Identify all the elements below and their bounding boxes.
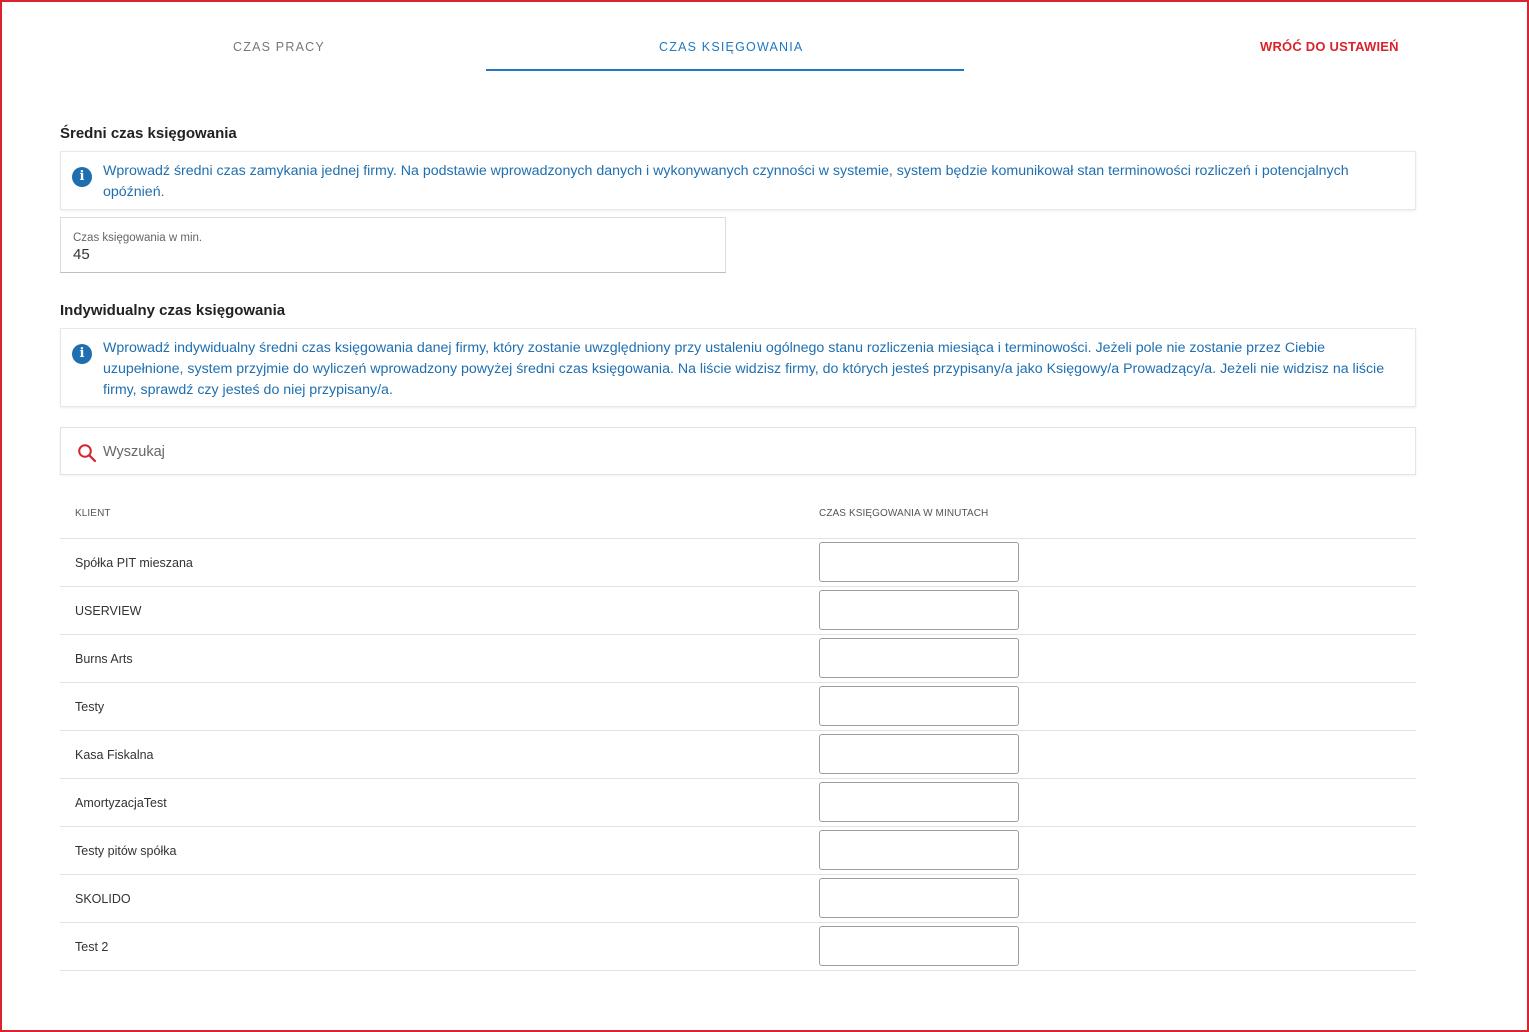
individual-section-title: Indywidualny czas księgowania — [60, 302, 286, 319]
client-name: AmortyzacjaTest — [75, 796, 167, 810]
booking-time-input[interactable] — [819, 830, 1019, 870]
average-section-title: Średni czas księgowania — [60, 125, 237, 142]
table-row — [60, 923, 1416, 971]
average-info-box — [60, 151, 1416, 210]
table-row — [60, 635, 1416, 683]
active-tab-indicator — [486, 69, 964, 71]
tab-bar — [60, 2, 1416, 74]
table-row — [60, 731, 1416, 779]
booking-time-input[interactable] — [819, 782, 1019, 822]
client-name: SKOLIDO — [75, 892, 131, 906]
client-name: Testy pitów spółka — [75, 844, 177, 858]
table-row — [60, 827, 1416, 875]
client-name: Kasa Fiskalna — [75, 748, 154, 762]
booking-time-input[interactable] — [819, 926, 1019, 966]
booking-time-input[interactable] — [819, 734, 1019, 774]
booking-time-input[interactable] — [819, 638, 1019, 678]
booking-time-input[interactable] — [819, 686, 1019, 726]
tab-work-time[interactable]: CZAS PRACY — [233, 40, 325, 54]
back-to-settings-link[interactable]: WRÓĆ DO USTAWIEŃ — [1260, 39, 1399, 54]
client-name: Spółka PIT mieszana — [75, 556, 193, 570]
booking-time-input[interactable] — [819, 542, 1019, 582]
individual-info-text: Wprowadź indywidualny średni czas księgowania danej firmy, który zostanie uwzględniony przy ustaleniu ogólnego stanu rozliczenia miesiąca i terminowości. Jeżeli pole nie zostanie przez Ciebie uzupełnione, system przyjmie do wyliczeń wprowadzony powyżej średni czas księgowania. Na liście widzisz firmy, do których jesteś przypisany/a jako Księgowy/a Prowadzący/a. Jeżeli nie widzisz na liście firmy, sprawdź czy jesteś do niej przypisany/a. — [103, 340, 1385, 398]
info-icon: i — [72, 344, 92, 364]
table-row — [60, 779, 1416, 827]
info-icon: i — [72, 167, 92, 187]
client-name: USERVIEW — [75, 604, 142, 618]
column-header-time: CZAS KSIĘGOWANIA W MINUTACH — [819, 508, 989, 519]
column-header-client: KLIENT — [75, 508, 111, 519]
average-time-label: Czas księgowania w min. — [73, 232, 203, 244]
search-icon — [77, 443, 97, 463]
search-input[interactable] — [103, 440, 1393, 464]
table-row — [60, 683, 1416, 731]
average-time-input[interactable] — [73, 246, 673, 263]
individual-info-box — [60, 328, 1416, 407]
search-bar[interactable] — [60, 427, 1416, 475]
tab-booking-time[interactable]: CZAS KSIĘGOWANIA — [659, 40, 804, 54]
average-time-field[interactable] — [60, 217, 726, 273]
average-info-text: Wprowadź średni czas zamykania jednej firmy. Na podstawie wprowadzonych danych i wykonywanych czynności w systemie, system będzie komunikował stan terminowości rozliczeń i potencjalnych opóźnień. — [103, 163, 1349, 200]
table-row — [60, 875, 1416, 923]
client-name: Burns Arts — [75, 652, 133, 666]
table-row — [60, 587, 1416, 635]
booking-time-input[interactable] — [819, 878, 1019, 918]
table-row — [60, 539, 1416, 587]
client-name: Test 2 — [75, 940, 109, 954]
client-name: Testy — [75, 700, 105, 714]
booking-time-input[interactable] — [819, 590, 1019, 630]
table-body — [60, 539, 1416, 971]
